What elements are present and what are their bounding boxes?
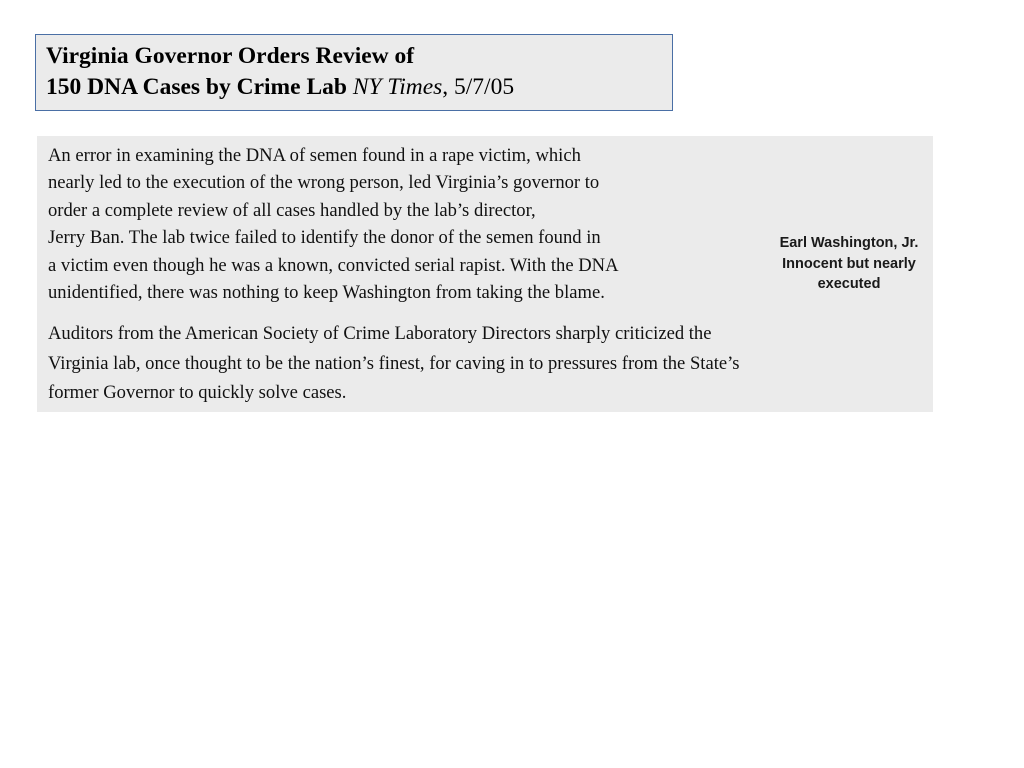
photo-caption: Earl Washington, Jr. Innocent but nearly executed [779, 235, 919, 292]
source-name: NY Times [352, 74, 443, 100]
source-date: , 5/7/05 [442, 74, 515, 100]
article-paragraph-2: Auditors from the American Society of Crime Laboratory Directors sharply criticized the Virginia lab, once thought to be the nation’s finest, for caving in to pressures from the State’s former Governor to quickly solve cases. [48, 323, 740, 403]
headline-line-1: Virginia Governor Orders Review of [46, 43, 415, 69]
article-body-box [37, 136, 933, 412]
article-paragraph-1: An error in examining the DNA of semen found in a rape victim, which nearly led to the execution of the wrong person, led Virginia’s governor to order a complete review of all cases handled by the lab’s director, Jerry Ban. The lab twice failed to identify the donor of the semen found in a victim even though he was a known, convicted serial rapist. With the DNA unidentified, there was nothing to keep Washington from taking the blame. [48, 145, 619, 304]
headline-line-2-text: 150 DNA Cases by Crime Lab [46, 74, 347, 100]
headline-box [35, 34, 673, 111]
headline-line-2 [46, 72, 672, 103]
